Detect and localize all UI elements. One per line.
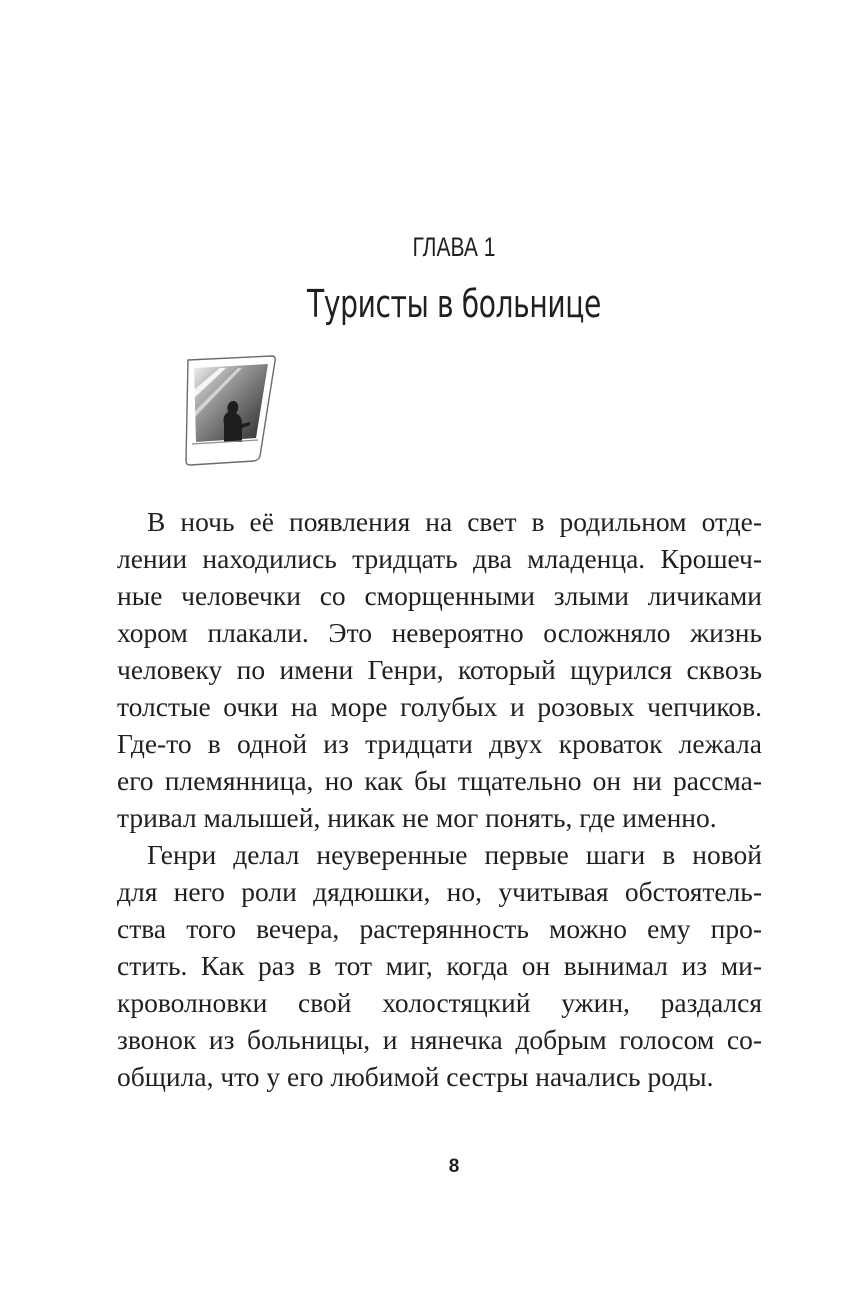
chapter-body <box>117 503 762 1095</box>
paragraph-line: В ночь её появления на свет в родильном отде- <box>147 506 762 537</box>
paragraph-line: звонок из больницы, и нянечка добрым голосом со- <box>117 1024 762 1055</box>
paragraph-line: хором плакали. Это невероятно осложняло жизнь <box>117 617 762 648</box>
chapter-title: Туристы в больнице <box>307 282 601 326</box>
paragraph-line: общила, что у его любимой сестры начались роды. <box>117 1061 714 1092</box>
page-number: 8 <box>448 1156 460 1177</box>
paragraph-line: лении находились тридцать два младенца. Крошеч- <box>117 543 762 574</box>
paragraph-line: ства того вечера, растерянность можно ему про- <box>117 913 762 944</box>
paragraph-line: Генри делал неуверенные первые шаги в новой <box>147 839 762 870</box>
paragraph-line: толстые очки на море голубых и розовых чепчиков. <box>117 691 762 722</box>
paragraph-line: ные человечки со сморщенными злыми личиками <box>117 580 762 611</box>
paragraph-line: Где-то в одной из тридцати двух кроваток лежала <box>117 728 762 759</box>
paragraph-line: кроволновки свой холостяцкий ужин, раздался <box>117 987 762 1018</box>
paragraph-line: его племянница, но как бы тщательно он ни рассма- <box>117 765 762 796</box>
chapter-label: ГЛАВА 1 <box>412 232 496 262</box>
window-icon <box>180 352 280 474</box>
paragraph-line: тривал малышей, никак не мог понять, где именно. <box>117 802 717 833</box>
paragraph-line: стить. Как раз в тот миг, когда он вынимал из ми- <box>117 950 762 981</box>
window-silhouette-illustration <box>180 352 280 474</box>
paragraph-line: для него роли дядюшки, но, учитывая обстоятель- <box>117 876 762 907</box>
paragraph-line: человеку по имени Генри, который щурился сквозь <box>117 654 762 685</box>
